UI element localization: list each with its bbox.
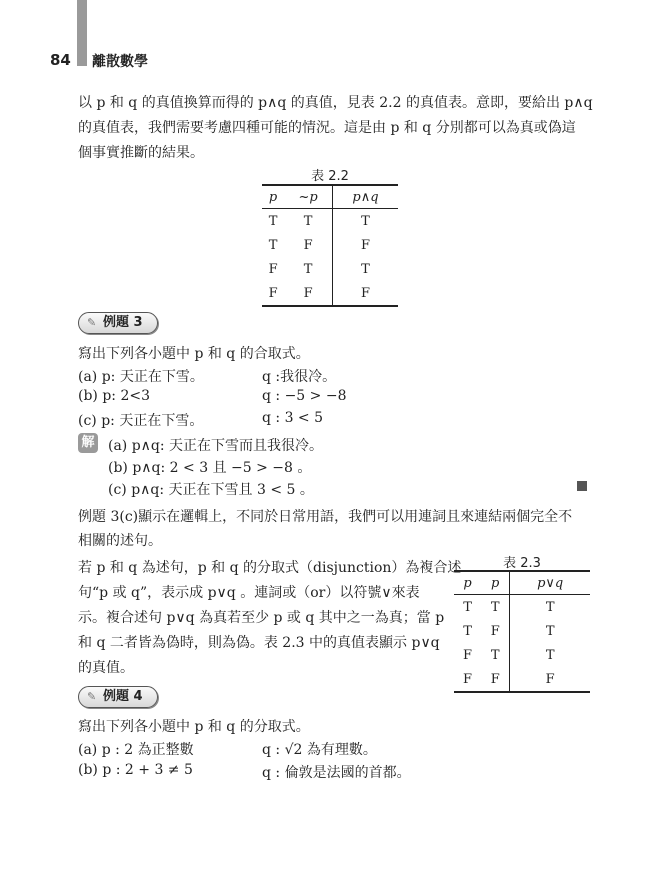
disjunction-line-1: 若 p 和 q 為述句，p 和 q 的分取式（disjunction）為複合述 (78, 560, 462, 576)
example-3-label: 例題 3 (103, 315, 143, 330)
table-cell: T (268, 213, 278, 229)
example-3-item-c-q: q : 3 < 5 (262, 410, 324, 426)
table-2-3 (454, 570, 590, 693)
table-cell: F (303, 237, 313, 253)
table-2-2 (262, 184, 398, 307)
disjunction-line-5: 的真值。 (78, 660, 134, 676)
table-cell: T (510, 643, 590, 667)
table-cell: T (463, 623, 472, 639)
table-cell: F (333, 281, 398, 306)
disjunction-line-4: 和 q 二者皆為偽時，則為偽。表 2.3 中的真值表顯示 p∨q (78, 635, 440, 651)
table-row (262, 257, 398, 281)
table-2-3-header: p∨q (510, 571, 590, 595)
table-cell: F (490, 623, 500, 639)
example-3-item-b-q: q : −5 > −8 (262, 388, 347, 404)
table-row (454, 595, 590, 620)
remark-line-2: 相關的述句。 (78, 533, 162, 549)
example-3-badge (78, 312, 158, 334)
table-cell: T (333, 209, 398, 234)
binding-bar (77, 0, 87, 66)
solution-b: (b) p∧q: 2 < 3 且 −5 > −8 。 (108, 460, 312, 476)
table-cell: F (262, 281, 284, 306)
table-cell: F (268, 261, 278, 277)
page-number: 84 (50, 51, 71, 69)
table-cell: F (481, 667, 510, 692)
intro-line-2: 的真值表，我們需要考慮四種可能的情況。這是由 p 和 q 分別都可以為真或偽這 (78, 120, 576, 136)
table-row (262, 209, 398, 234)
table-2-3-caption: 表 2.3 (503, 556, 541, 571)
table-2-2-header: p∧q (333, 185, 398, 209)
solution-a: (a) p∧q: 天正在下雪而且我很冷。 (108, 438, 324, 454)
table-row (262, 281, 398, 306)
table-cell: F (454, 667, 481, 692)
example-4-item-b-p: (b) p : 2 + 3 ≠ 5 (78, 762, 193, 778)
table-2-2-header: ~p (284, 185, 332, 209)
table-cell: T (490, 647, 500, 663)
table-cell: F (510, 667, 590, 692)
table-cell: T (268, 237, 278, 253)
table-cell: T (490, 599, 500, 615)
solution-badge: 解 (78, 433, 98, 453)
disjunction-line-3: 示。複合述句 p∨q 為真若至少 p 或 q 其中之一為真；當 p (78, 610, 445, 626)
table-2-3-header: p (481, 571, 510, 595)
pencil-icon: ✎ (87, 316, 97, 329)
example-4-prompt: 寫出下列各小題中 p 和 q 的分取式。 (78, 719, 310, 735)
table-2-2-caption: 表 2.2 (311, 169, 349, 184)
example-3-item-c-p: (c) p: 天正在下雪。 (78, 413, 204, 429)
intro-line-3: 個事實推斷的結果。 (78, 145, 204, 161)
table-cell: T (333, 257, 398, 281)
table-row (454, 643, 590, 667)
table-2-2-header: p (262, 185, 284, 209)
example-4-item-a-q: q : √2 為有理數。 (262, 742, 377, 758)
example-4-item-a-p: (a) p : 2 為正整數 (78, 742, 194, 758)
table-cell: T (510, 619, 590, 643)
example-4-badge (78, 686, 158, 708)
table-cell: F (463, 647, 473, 663)
example-4-item-b-q: q : 倫敦是法國的首都。 (262, 765, 411, 781)
solution-c: (c) p∧q: 天正在下雪且 3 < 5 。 (108, 482, 314, 498)
table-row (262, 233, 398, 257)
table-2-3-header: p (454, 571, 481, 595)
table-cell: T (303, 261, 313, 277)
table-row (454, 619, 590, 643)
table-cell: T (463, 599, 472, 615)
table-cell: T (303, 213, 313, 229)
example-4-label: 例題 4 (103, 689, 143, 704)
table-row (454, 667, 590, 692)
end-of-proof-marker (577, 481, 587, 491)
book-title: 離散數學 (92, 54, 148, 70)
example-3-item-b-p: (b) p: 2<3 (78, 388, 151, 404)
example-3-prompt: 寫出下列各小題中 p 和 q 的合取式。 (78, 346, 310, 362)
table-cell: F (333, 233, 398, 257)
disjunction-line-2: 句“p 或 q”，表示成 p∨q 。連詞或（or）以符號∨來表 (78, 585, 420, 601)
example-3-item-a-q: q :我很冷。 (262, 369, 337, 385)
table-cell: F (284, 281, 332, 306)
intro-line-1: 以 p 和 q 的真值換算而得的 p∧q 的真值，見表 2.2 的真值表。意即，要給出 p∧q (78, 95, 593, 111)
remark-line-1: 例題 3(c)顯示在邏輯上，不同於日常用語，我們可以用連詞且來連結兩個完全不 (78, 509, 573, 525)
pencil-icon: ✎ (87, 690, 97, 703)
table-cell: T (510, 595, 590, 620)
example-3-item-a-p: (a) p: 天正在下雪。 (78, 369, 204, 385)
